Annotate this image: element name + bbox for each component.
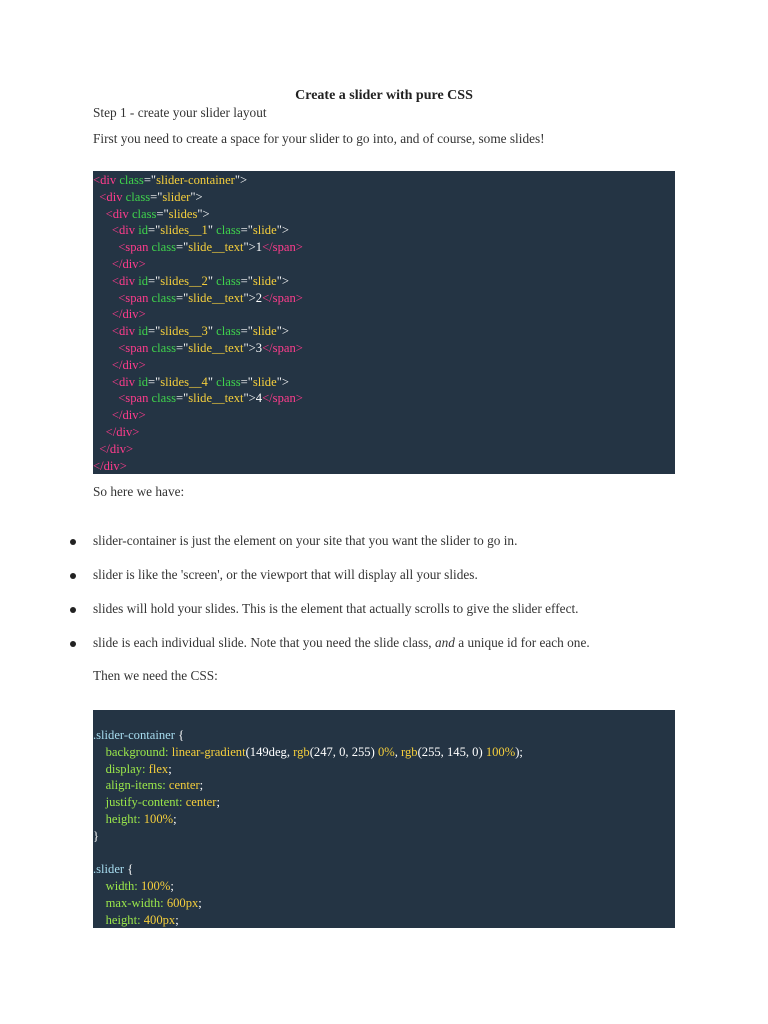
code-token: (247, 0, 255): [309, 744, 378, 759]
code-token: class: [125, 189, 151, 204]
code-token: height:: [105, 912, 144, 927]
code-token: ">: [276, 374, 289, 389]
code-token: [93, 207, 106, 221]
html-code-line: [93, 424, 675, 441]
code-token: id: [138, 273, 149, 288]
code-token: slide: [252, 223, 277, 238]
code-token: =": [143, 173, 157, 187]
code-token: [93, 795, 106, 809]
list-item-text: slides will hold your slides. This is the element that actually scrolls to give the slider effect.: [93, 601, 579, 616]
code-token: </div>: [99, 441, 134, 456]
code-token: ": [207, 273, 217, 288]
code-token: slides__2: [160, 273, 208, 288]
code-token: ;: [216, 795, 220, 810]
step-heading: Step 1 - create your slider layout: [93, 105, 267, 120]
code-token: slides: [168, 206, 198, 221]
code-token: 100%: [140, 879, 171, 894]
code-token: class: [216, 273, 241, 288]
code-token: <div: [99, 189, 126, 204]
html-code-line: [93, 239, 675, 256]
html-code-line: [93, 407, 675, 424]
document-title: Create a slider with pure CSS: [295, 88, 473, 103]
code-token: <div: [111, 223, 139, 238]
css-code-line: [93, 727, 675, 744]
code-token: ">: [243, 391, 256, 406]
code-token: ">: [243, 240, 256, 255]
html-code-line: [93, 390, 675, 407]
code-token: =": [148, 324, 161, 339]
code-token: width:: [105, 879, 141, 894]
html-code-line: [93, 374, 675, 391]
bullet-dot: [70, 641, 76, 647]
code-token: </span>: [262, 391, 303, 406]
code-token: 4: [255, 391, 263, 406]
code-token: ">: [190, 189, 203, 204]
code-token: </span>: [262, 290, 303, 305]
intro-paragraph: First you need to create a space for your slider to go into, and of course, some slides!: [93, 131, 545, 146]
css-code-line: [93, 895, 675, 912]
code-token: [93, 745, 106, 759]
code-token: 100%: [485, 744, 516, 759]
code-token: =": [148, 374, 161, 389]
code-token: class: [151, 290, 177, 305]
code-token: <div: [105, 206, 132, 221]
code-token: <span: [118, 290, 152, 305]
code-token: slider-container: [156, 173, 235, 187]
code-token: ">: [197, 206, 210, 221]
html-code-line: [93, 340, 675, 357]
code-token: </div>: [111, 307, 146, 322]
code-token: slide__text: [188, 290, 244, 305]
code-token: </span>: [262, 240, 303, 255]
bullet-dot: [70, 607, 76, 613]
code-token: [93, 778, 106, 792]
html-code-line: [93, 172, 675, 189]
bullet-dot: [70, 573, 76, 579]
code-token: 1: [255, 240, 263, 255]
code-token: 2: [255, 290, 263, 305]
code-token: ">: [234, 173, 248, 187]
code-token: [93, 913, 106, 927]
code-token: [93, 324, 112, 338]
code-token: ">: [243, 290, 256, 305]
code-token: ;: [170, 879, 174, 894]
code-token: (255, 145, 0): [417, 744, 486, 759]
code-token: rgb: [293, 744, 310, 759]
code-token: slider: [162, 189, 191, 204]
code-token: {: [178, 728, 185, 742]
code-token: justify-content:: [105, 795, 186, 810]
code-token: {: [127, 862, 134, 877]
code-token: slide: [252, 374, 277, 389]
code-token: 100%: [143, 811, 174, 826]
list-item-text: slider is like the 'screen', or the viewport that will display all your slides.: [93, 567, 478, 582]
html-code-line: [93, 222, 675, 239]
css-code-line: [93, 811, 675, 828]
html-code-line: [93, 256, 675, 273]
code-token: </div>: [111, 256, 146, 271]
code-token: class: [119, 173, 144, 187]
code-token: ": [207, 223, 217, 238]
code-token: 400px: [143, 912, 176, 927]
code-token: [93, 257, 112, 271]
code-token: slide__text: [188, 391, 244, 406]
code-token: align-items:: [105, 778, 169, 793]
code-token: ">: [243, 340, 256, 355]
code-token: center: [168, 778, 200, 793]
code-token: </div>: [111, 357, 146, 372]
code-token: 3: [255, 340, 263, 355]
code-token: height:: [105, 811, 144, 826]
code-token: </div>: [105, 424, 140, 439]
code-token: ": [207, 324, 217, 339]
code-token: [93, 896, 106, 910]
code-token: class: [216, 324, 241, 339]
code-token: class: [151, 391, 177, 406]
code-token: </div>: [111, 408, 146, 423]
then-css-paragraph: Then we need the CSS:: [93, 668, 218, 683]
code-token: .slider-container: [93, 728, 179, 742]
code-token: slides__3: [160, 324, 208, 339]
code-token: <div: [93, 173, 120, 187]
code-token: [93, 274, 112, 288]
code-token: [93, 358, 112, 372]
list-item-text: slide is each individual slide. Note that you need the slide class, and a unique id for each one.: [93, 635, 590, 650]
code-token: 0%: [377, 744, 395, 759]
code-token: [93, 240, 118, 254]
code-token: display:: [105, 761, 149, 776]
code-token: id: [138, 374, 149, 389]
code-token: <div: [111, 273, 139, 288]
code-token: background:: [105, 744, 172, 759]
code-token: =": [240, 223, 253, 238]
code-token: [93, 391, 118, 405]
code-token: [93, 341, 118, 355]
code-token: class: [151, 340, 177, 355]
code-token: slides__1: [160, 223, 208, 238]
code-token: <span: [118, 240, 152, 255]
css-code-line: [93, 828, 675, 845]
code-token: [93, 375, 112, 389]
code-token: =": [148, 273, 161, 288]
code-token: =": [240, 273, 253, 288]
code-token: slide__text: [188, 340, 244, 355]
code-token: class: [151, 240, 177, 255]
code-token: ">: [276, 223, 289, 238]
code-token: =": [240, 374, 253, 389]
code-token: </span>: [262, 340, 303, 355]
code-token: id: [138, 324, 149, 339]
code-token: class: [216, 374, 241, 389]
css-code-block: [93, 710, 675, 928]
html-code-line: [93, 290, 675, 307]
code-token: [93, 762, 106, 776]
code-token: id: [138, 223, 149, 238]
code-token: [93, 291, 118, 305]
css-code-line: [93, 912, 675, 928]
css-code-line: [93, 878, 675, 895]
code-token: [93, 879, 106, 893]
code-token: [93, 425, 106, 439]
code-token: ;: [198, 895, 202, 910]
code-token: =": [156, 206, 169, 221]
html-code-line: [93, 206, 675, 223]
code-token: <span: [118, 340, 152, 355]
html-code-line: [93, 323, 675, 340]
code-token: =": [150, 189, 163, 204]
code-token: ,: [394, 744, 402, 759]
code-token: =": [176, 240, 189, 255]
code-token: ;: [175, 912, 179, 927]
html-code-line: [93, 306, 675, 323]
html-code-line: [93, 441, 675, 458]
code-token: ": [207, 374, 217, 389]
code-token: slides__4: [160, 374, 208, 389]
code-token: center: [185, 795, 217, 810]
so-here-paragraph: So here we have:: [93, 484, 185, 499]
html-code-line: [93, 458, 675, 474]
code-token: [93, 846, 96, 860]
code-token: (149deg,: [245, 744, 294, 759]
code-token: ">: [276, 324, 289, 339]
code-token: slide: [252, 324, 277, 339]
list-item-text: slider-container is just the element on your site that you want the slider to go in.: [93, 533, 518, 548]
html-code-line: [93, 357, 675, 374]
code-token: [93, 812, 106, 826]
code-token: }: [93, 828, 100, 843]
code-token: ">: [276, 273, 289, 288]
css-code-line: [93, 761, 675, 778]
code-token: <div: [111, 374, 139, 389]
code-token: =": [240, 324, 253, 339]
code-token: max-width:: [105, 895, 167, 910]
code-token: class: [131, 206, 157, 221]
bullet-dot: [70, 539, 76, 545]
code-token: [93, 408, 112, 422]
html-code-line: [93, 189, 675, 206]
code-token: linear-gradient: [171, 744, 246, 759]
code-token: ;: [199, 778, 204, 793]
code-token: slide: [252, 273, 277, 288]
css-code-line: [93, 861, 675, 878]
html-code-line: [93, 273, 675, 290]
code-token: flex: [148, 761, 169, 776]
code-token: 600px: [166, 895, 199, 910]
code-token: ;: [173, 811, 177, 826]
code-token: ;: [168, 761, 172, 776]
css-code-line: [93, 777, 675, 794]
code-token: class: [216, 223, 241, 238]
css-code-line: [93, 794, 675, 811]
code-token: =": [176, 391, 189, 406]
code-token: =": [176, 290, 189, 305]
html-code-block: [93, 171, 675, 474]
code-token: <span: [118, 391, 152, 406]
code-token: .slider: [93, 862, 128, 877]
code-token: );: [515, 744, 523, 759]
css-code-line: [93, 845, 675, 862]
code-token: slide__text: [188, 240, 244, 255]
code-token: <div: [111, 324, 139, 339]
code-token: [93, 223, 112, 237]
code-token: =": [148, 223, 161, 238]
code-token: =": [176, 340, 189, 355]
code-token: rgb: [401, 744, 418, 759]
css-code-line: [93, 744, 675, 761]
code-token: </div>: [93, 458, 127, 473]
code-token: [93, 307, 112, 321]
